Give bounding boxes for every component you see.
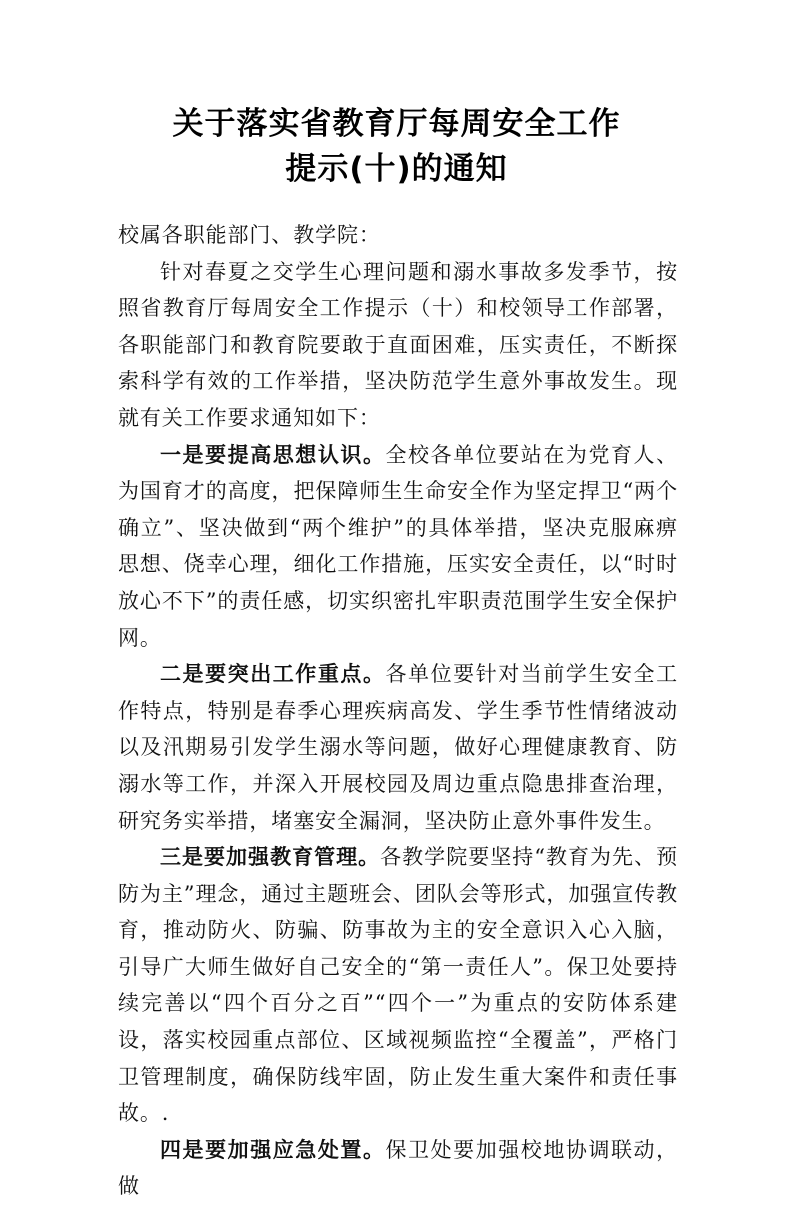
document-title-line-1: 关于落实省教育厅每周安全工作 <box>172 106 621 142</box>
section-heading: 三是要加强教育管理。 <box>160 845 381 870</box>
document-title-line-2: 提示(十)的通知 <box>285 151 508 187</box>
salutation: 校属各职能部门、教学院： <box>118 223 381 247</box>
section-paragraph-2 <box>118 656 678 839</box>
section-heading: 一是要提高思想认识。 <box>160 442 386 467</box>
section-paragraph-3 <box>118 839 678 1132</box>
intro-paragraph: 针对春夏之交学生心理问题和溺水事故多发季节，按照省教育厅每周安全工作提示（十）和校领导工作部署，各职能部门和教育院要敢于直面困难，压实责任，不断探索科学有效的工作举措，坚决防范学生意外事故发生。现就有关工作要求通知如下： <box>118 259 678 430</box>
section-text: 各单位要针对当前学生安全工作特点，特别是春季心理疾病高发、学生季节性情绪波动以及汛期易引发学生溺水等问题，做好心理健康教育、防溺水等工作，并深入开展校园及周边重点隐患排查治理，研究务实举措，堵塞安全漏洞，坚决防止意外事件发生。 <box>118 662 678 833</box>
section-paragraph-4 <box>118 1132 678 1205</box>
section-text: 保卫处要加强校地协调联动，做 <box>118 1137 678 1199</box>
section-text: 各教学院要坚持“教育为先、预防为主”理念，通过主题班会、团队会等形式，加强宣传教育，推动防火、防骗、防事故为主的安全意识入心入脑，引导广大师生做好自己安全的“第一责任人”。保卫处要持续完善以“四个百分之百”“四个一”为重点的安防体系建设，落实校园重点部位、区域视频监控“全覆盖”，严格门卫管理制度，确保防线牢固，防止发生重大案件和责任事故。. <box>118 845 678 1126</box>
document-body <box>118 217 678 1205</box>
section-heading: 四是要加强应急处置。 <box>160 1137 386 1162</box>
section-text: 全校各单位要站在为党育人、为国育才的高度，把保障师生生命安全作为坚定捍卫“两个确立”、坚决做到“两个维护”的具体举措，坚决克服麻痹思想、侥幸心理，细化工作措施，压实安全责任，以“时时放心不下”的责任感，切实织密扎牢职责范围学生安全保护网。 <box>118 442 678 650</box>
section-heading: 二是要突出工作重点。 <box>160 662 386 687</box>
section-paragraph-1 <box>118 437 678 657</box>
